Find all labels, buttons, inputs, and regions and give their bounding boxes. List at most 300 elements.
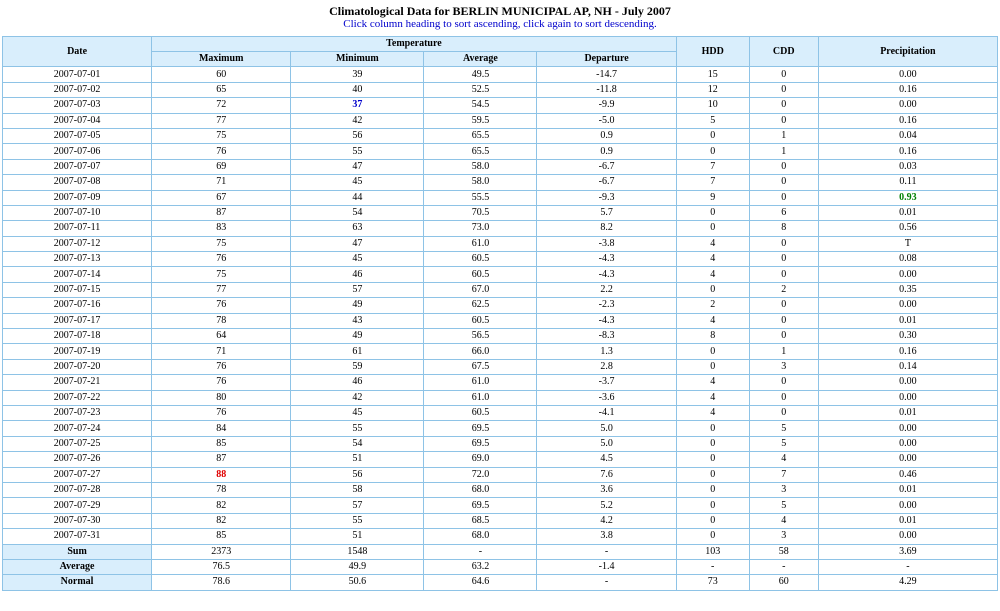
cell-date: 2007-07-15 — [3, 282, 152, 297]
cell-hdd: 0 — [676, 344, 749, 359]
cell-cdd: 0 — [749, 236, 818, 251]
summary-hdd: - — [676, 559, 749, 574]
cell-date: 2007-07-24 — [3, 421, 152, 436]
cell-cdd: 0 — [749, 82, 818, 97]
column-header-departure[interactable]: Departure — [537, 52, 676, 67]
summary-cdd: 60 — [749, 575, 818, 590]
cell-minimum: 55 — [291, 144, 424, 159]
cell-precipitation: 0.01 — [818, 513, 997, 528]
cell-minimum: 43 — [291, 313, 424, 328]
cell-departure: 3.8 — [537, 529, 676, 544]
cell-minimum: 47 — [291, 236, 424, 251]
table-row — [3, 329, 998, 344]
cell-date: 2007-07-16 — [3, 298, 152, 313]
cell-average: 67.0 — [424, 282, 537, 297]
column-group-temperature: Temperature — [152, 37, 677, 52]
cell-departure: 4.2 — [537, 513, 676, 528]
cell-hdd: 7 — [676, 175, 749, 190]
cell-precipitation: 0.03 — [818, 159, 997, 174]
summary-hdd: 103 — [676, 544, 749, 559]
cell-precipitation: 0.30 — [818, 329, 997, 344]
summary-departure: -1.4 — [537, 559, 676, 574]
cell-minimum: 42 — [291, 390, 424, 405]
cell-departure: 8.2 — [537, 221, 676, 236]
cell-cdd: 5 — [749, 498, 818, 513]
cell-average: 60.5 — [424, 267, 537, 282]
cell-cdd: 1 — [749, 144, 818, 159]
cell-departure: 5.0 — [537, 421, 676, 436]
cell-date: 2007-07-30 — [3, 513, 152, 528]
cell-cdd: 0 — [749, 267, 818, 282]
cell-average: 65.5 — [424, 144, 537, 159]
page-header — [0, 0, 1000, 31]
cell-minimum: 49 — [291, 298, 424, 313]
cell-cdd: 5 — [749, 436, 818, 451]
table-row — [3, 82, 998, 97]
cell-maximum: 76 — [152, 144, 291, 159]
summary-departure: - — [537, 544, 676, 559]
cell-maximum: 69 — [152, 159, 291, 174]
cell-minimum: 44 — [291, 190, 424, 205]
cell-maximum: 83 — [152, 221, 291, 236]
column-header-minimum[interactable]: Minimum — [291, 52, 424, 67]
cell-date: 2007-07-18 — [3, 329, 152, 344]
cell-departure: 5.7 — [537, 205, 676, 220]
cell-hdd: 4 — [676, 390, 749, 405]
table-container — [2, 36, 998, 591]
cell-cdd: 0 — [749, 113, 818, 128]
cell-departure: -8.3 — [537, 329, 676, 344]
cell-precipitation: 0.04 — [818, 128, 997, 143]
cell-average: 65.5 — [424, 128, 537, 143]
cell-departure: -2.3 — [537, 298, 676, 313]
cell-maximum: 82 — [152, 498, 291, 513]
table-row — [3, 282, 998, 297]
cell-cdd: 0 — [749, 313, 818, 328]
table-row — [3, 205, 998, 220]
cell-maximum: 87 — [152, 452, 291, 467]
summary-row — [3, 544, 998, 559]
cell-hdd: 0 — [676, 221, 749, 236]
table-summary — [3, 544, 998, 590]
cell-departure: -14.7 — [537, 67, 676, 82]
summary-minimum: 49.9 — [291, 559, 424, 574]
cell-precipitation: 0.00 — [818, 529, 997, 544]
table-row — [3, 513, 998, 528]
cell-date: 2007-07-27 — [3, 467, 152, 482]
cell-precipitation: 0.00 — [818, 298, 997, 313]
cell-hdd: 0 — [676, 144, 749, 159]
cell-cdd: 0 — [749, 390, 818, 405]
cell-date: 2007-07-13 — [3, 252, 152, 267]
cell-hdd: 0 — [676, 513, 749, 528]
cell-date: 2007-07-05 — [3, 128, 152, 143]
cell-minimum: 39 — [291, 67, 424, 82]
cell-minimum: 51 — [291, 529, 424, 544]
cell-minimum: 47 — [291, 159, 424, 174]
cell-precipitation: 0.00 — [818, 390, 997, 405]
cell-date: 2007-07-28 — [3, 482, 152, 497]
cell-hdd: 4 — [676, 267, 749, 282]
cell-maximum: 77 — [152, 282, 291, 297]
cell-maximum: 64 — [152, 329, 291, 344]
cell-departure: 2.8 — [537, 359, 676, 374]
cell-hdd: 0 — [676, 452, 749, 467]
cell-hdd: 4 — [676, 252, 749, 267]
cell-minimum: 46 — [291, 267, 424, 282]
table-row — [3, 67, 998, 82]
cell-average: 61.0 — [424, 390, 537, 405]
cell-hdd: 0 — [676, 128, 749, 143]
cell-maximum: 82 — [152, 513, 291, 528]
cell-average: 68.0 — [424, 529, 537, 544]
cell-precipitation: 0.00 — [818, 67, 997, 82]
cell-maximum: 76 — [152, 252, 291, 267]
cell-maximum: 71 — [152, 175, 291, 190]
cell-hdd: 9 — [676, 190, 749, 205]
cell-cdd: 0 — [749, 67, 818, 82]
cell-maximum: 67 — [152, 190, 291, 205]
cell-date: 2007-07-22 — [3, 390, 152, 405]
summary-average: 64.6 — [424, 575, 537, 590]
table-row — [3, 313, 998, 328]
cell-maximum: 75 — [152, 128, 291, 143]
cell-precipitation: 0.00 — [818, 267, 997, 282]
cell-hdd: 4 — [676, 313, 749, 328]
cell-date: 2007-07-31 — [3, 529, 152, 544]
cell-date: 2007-07-25 — [3, 436, 152, 451]
cell-minimum: 49 — [291, 329, 424, 344]
cell-average: 54.5 — [424, 98, 537, 113]
cell-precipitation: 0.00 — [818, 375, 997, 390]
cell-average: 73.0 — [424, 221, 537, 236]
cell-average: 56.5 — [424, 329, 537, 344]
cell-minimum: 54 — [291, 436, 424, 451]
cell-departure: -4.3 — [537, 313, 676, 328]
cell-minimum: 56 — [291, 467, 424, 482]
summary-maximum: 76.5 — [152, 559, 291, 574]
cell-average: 58.0 — [424, 159, 537, 174]
table-row — [3, 144, 998, 159]
cell-minimum: 55 — [291, 421, 424, 436]
cell-average: 59.5 — [424, 113, 537, 128]
cell-precipitation: 0.11 — [818, 175, 997, 190]
cell-maximum: 77 — [152, 113, 291, 128]
cell-date: 2007-07-17 — [3, 313, 152, 328]
cell-average: 52.5 — [424, 82, 537, 97]
table-row — [3, 359, 998, 374]
cell-cdd: 0 — [749, 175, 818, 190]
cell-average: 58.0 — [424, 175, 537, 190]
cell-cdd: 6 — [749, 205, 818, 220]
cell-maximum: 76 — [152, 375, 291, 390]
cell-maximum: 75 — [152, 236, 291, 251]
summary-minimum: 50.6 — [291, 575, 424, 590]
cell-precipitation: 0.46 — [818, 467, 997, 482]
cell-maximum: 76 — [152, 405, 291, 420]
cell-date: 2007-07-20 — [3, 359, 152, 374]
cell-minimum: 46 — [291, 375, 424, 390]
cell-average: 60.5 — [424, 405, 537, 420]
cell-cdd: 1 — [749, 344, 818, 359]
summary-minimum: 1548 — [291, 544, 424, 559]
column-header-hdd[interactable]: HDD — [676, 37, 749, 67]
table-row — [3, 467, 998, 482]
cell-date: 2007-07-11 — [3, 221, 152, 236]
cell-departure: -4.3 — [537, 267, 676, 282]
summary-departure: - — [537, 575, 676, 590]
table-row — [3, 421, 998, 436]
cell-departure: -6.7 — [537, 159, 676, 174]
cell-cdd: 3 — [749, 359, 818, 374]
cell-maximum: 80 — [152, 390, 291, 405]
cell-average: 60.5 — [424, 252, 537, 267]
cell-precipitation: 0.35 — [818, 282, 997, 297]
table-row — [3, 298, 998, 313]
summary-precipitation: 3.69 — [818, 544, 997, 559]
cell-hdd: 5 — [676, 113, 749, 128]
summary-row — [3, 575, 998, 590]
cell-cdd: 5 — [749, 421, 818, 436]
cell-minimum: 45 — [291, 175, 424, 190]
cell-date: 2007-07-07 — [3, 159, 152, 174]
cell-average: 61.0 — [424, 375, 537, 390]
cell-date: 2007-07-03 — [3, 98, 152, 113]
cell-precipitation: 0.00 — [818, 98, 997, 113]
cell-precipitation: 0.56 — [818, 221, 997, 236]
cell-date: 2007-07-29 — [3, 498, 152, 513]
summary-precipitation: 4.29 — [818, 575, 997, 590]
cell-departure: 5.0 — [537, 436, 676, 451]
cell-minimum: 56 — [291, 128, 424, 143]
table-row — [3, 175, 998, 190]
cell-minimum: 57 — [291, 282, 424, 297]
cell-average: 60.5 — [424, 313, 537, 328]
cell-minimum: 59 — [291, 359, 424, 374]
cell-precipitation: 0.14 — [818, 359, 997, 374]
cell-maximum: 72 — [152, 98, 291, 113]
cell-hdd: 0 — [676, 282, 749, 297]
cell-average: 61.0 — [424, 236, 537, 251]
summary-maximum: 78.6 — [152, 575, 291, 590]
cell-maximum: 76 — [152, 359, 291, 374]
summary-label: Average — [3, 559, 152, 574]
cell-minimum: 54 — [291, 205, 424, 220]
cell-cdd: 0 — [749, 190, 818, 205]
cell-minimum: 40 — [291, 82, 424, 97]
cell-cdd: 4 — [749, 513, 818, 528]
cell-average: 69.5 — [424, 421, 537, 436]
cell-maximum: 60 — [152, 67, 291, 82]
cell-cdd: 0 — [749, 298, 818, 313]
table-row — [3, 344, 998, 359]
cell-hdd: 0 — [676, 482, 749, 497]
cell-departure: 2.2 — [537, 282, 676, 297]
cell-hdd: 10 — [676, 98, 749, 113]
summary-hdd: 73 — [676, 575, 749, 590]
cell-hdd: 4 — [676, 405, 749, 420]
cell-date: 2007-07-23 — [3, 405, 152, 420]
cell-cdd: 3 — [749, 482, 818, 497]
cell-average: 69.5 — [424, 498, 537, 513]
cell-minimum: 45 — [291, 405, 424, 420]
cell-maximum: 78 — [152, 482, 291, 497]
summary-cdd: - — [749, 559, 818, 574]
cell-precipitation: 0.16 — [818, 113, 997, 128]
cell-maximum: 84 — [152, 421, 291, 436]
cell-hdd: 0 — [676, 359, 749, 374]
cell-precipitation: 0.16 — [818, 144, 997, 159]
summary-label: Normal — [3, 575, 152, 590]
cell-average: 72.0 — [424, 467, 537, 482]
table-row — [3, 236, 998, 251]
cell-departure: -3.6 — [537, 390, 676, 405]
cell-minimum: 42 — [291, 113, 424, 128]
cell-precipitation: 0.00 — [818, 436, 997, 451]
cell-minimum: 57 — [291, 498, 424, 513]
column-header-average[interactable]: Average — [424, 52, 537, 67]
cell-maximum: 85 — [152, 436, 291, 451]
cell-hdd: 15 — [676, 67, 749, 82]
cell-cdd: 3 — [749, 529, 818, 544]
cell-departure: 5.2 — [537, 498, 676, 513]
cell-hdd: 8 — [676, 329, 749, 344]
table-row — [3, 267, 998, 282]
cell-departure: 1.3 — [537, 344, 676, 359]
table-row — [3, 252, 998, 267]
table-row — [3, 482, 998, 497]
cell-departure: -11.8 — [537, 82, 676, 97]
table-row — [3, 436, 998, 451]
cell-date: 2007-07-21 — [3, 375, 152, 390]
cell-cdd: 0 — [749, 159, 818, 174]
cell-hdd: 0 — [676, 529, 749, 544]
table-row — [3, 375, 998, 390]
cell-cdd: 0 — [749, 329, 818, 344]
cell-maximum: 87 — [152, 205, 291, 220]
cell-departure: -3.8 — [537, 236, 676, 251]
cell-departure: -5.0 — [537, 113, 676, 128]
cell-minimum: 51 — [291, 452, 424, 467]
cell-date: 2007-07-02 — [3, 82, 152, 97]
cell-departure: -3.7 — [537, 375, 676, 390]
cell-minimum: 37 — [291, 98, 424, 113]
cell-precipitation: 0.01 — [818, 482, 997, 497]
cell-precipitation: 0.01 — [818, 313, 997, 328]
cell-departure: -4.3 — [537, 252, 676, 267]
cell-precipitation: 0.93 — [818, 190, 997, 205]
cell-cdd: 0 — [749, 375, 818, 390]
cell-date: 2007-07-26 — [3, 452, 152, 467]
cell-cdd: 0 — [749, 98, 818, 113]
cell-minimum: 63 — [291, 221, 424, 236]
cell-average: 66.0 — [424, 344, 537, 359]
cell-departure: 3.6 — [537, 482, 676, 497]
column-header-precipitation[interactable]: Precipitation — [818, 37, 997, 67]
cell-departure: 0.9 — [537, 144, 676, 159]
cell-precipitation: 0.00 — [818, 452, 997, 467]
cell-minimum: 58 — [291, 482, 424, 497]
cell-maximum: 65 — [152, 82, 291, 97]
table-row — [3, 113, 998, 128]
summary-average: 63.2 — [424, 559, 537, 574]
cell-date: 2007-07-04 — [3, 113, 152, 128]
table-row — [3, 452, 998, 467]
column-header-date[interactable]: Date — [3, 37, 152, 67]
cell-departure: -9.3 — [537, 190, 676, 205]
cell-date: 2007-07-19 — [3, 344, 152, 359]
cell-hdd: 4 — [676, 375, 749, 390]
table-row — [3, 98, 998, 113]
summary-label: Sum — [3, 544, 152, 559]
cell-date: 2007-07-10 — [3, 205, 152, 220]
cell-date: 2007-07-08 — [3, 175, 152, 190]
summary-cdd: 58 — [749, 544, 818, 559]
page-title: Climatological Data for BERLIN MUNICIPAL AP, NH - July 2007 — [329, 4, 671, 18]
cell-average: 62.5 — [424, 298, 537, 313]
cell-cdd: 0 — [749, 405, 818, 420]
cell-precipitation: 0.08 — [818, 252, 997, 267]
cell-hdd: 0 — [676, 467, 749, 482]
cell-average: 68.5 — [424, 513, 537, 528]
table-row — [3, 159, 998, 174]
cell-precipitation: 0.16 — [818, 82, 997, 97]
cell-cdd: 8 — [749, 221, 818, 236]
cell-maximum: 85 — [152, 529, 291, 544]
summary-row — [3, 559, 998, 574]
cell-hdd: 0 — [676, 498, 749, 513]
table-row — [3, 390, 998, 405]
table-row — [3, 221, 998, 236]
cell-hdd: 12 — [676, 82, 749, 97]
cell-precipitation: 0.00 — [818, 421, 997, 436]
cell-date: 2007-07-06 — [3, 144, 152, 159]
cell-hdd: 0 — [676, 421, 749, 436]
column-header-maximum[interactable]: Maximum — [152, 52, 291, 67]
cell-minimum: 45 — [291, 252, 424, 267]
cell-cdd: 0 — [749, 252, 818, 267]
table-row — [3, 498, 998, 513]
summary-maximum: 2373 — [152, 544, 291, 559]
cell-maximum: 78 — [152, 313, 291, 328]
table-row — [3, 529, 998, 544]
cell-maximum: 76 — [152, 298, 291, 313]
cell-maximum: 75 — [152, 267, 291, 282]
cell-cdd: 1 — [749, 128, 818, 143]
cell-departure: 0.9 — [537, 128, 676, 143]
cell-precipitation: 0.00 — [818, 498, 997, 513]
cell-hdd: 2 — [676, 298, 749, 313]
cell-average: 69.0 — [424, 452, 537, 467]
cell-date: 2007-07-01 — [3, 67, 152, 82]
sort-instructions: Click column heading to sort ascending, click again to sort descending. — [343, 18, 657, 30]
cell-departure: -4.1 — [537, 405, 676, 420]
cell-hdd: 4 — [676, 236, 749, 251]
cell-average: 69.5 — [424, 436, 537, 451]
cell-average: 49.5 — [424, 67, 537, 82]
cell-average: 70.5 — [424, 205, 537, 220]
cell-precipitation: 0.01 — [818, 205, 997, 220]
cell-hdd: 7 — [676, 159, 749, 174]
cell-precipitation: 0.16 — [818, 344, 997, 359]
cell-maximum: 88 — [152, 467, 291, 482]
column-header-cdd[interactable]: CDD — [749, 37, 818, 67]
cell-minimum: 55 — [291, 513, 424, 528]
cell-minimum: 61 — [291, 344, 424, 359]
table-row — [3, 190, 998, 205]
climate-data-table — [2, 36, 998, 591]
cell-departure: -6.7 — [537, 175, 676, 190]
